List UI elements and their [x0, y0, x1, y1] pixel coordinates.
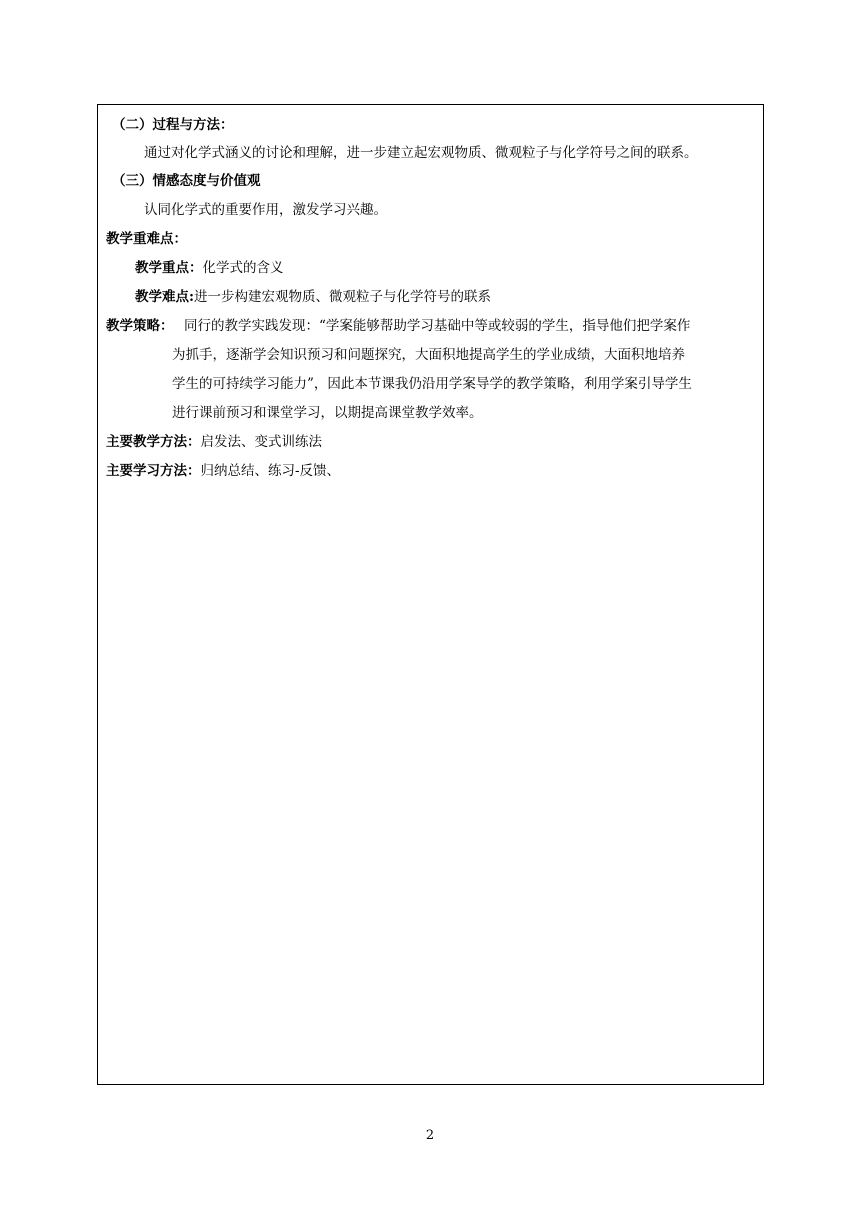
teaching-strategy-line-2: 为抓手，逐渐学会知识预习和问题探究，大面积地提高学生的学业成绩，大面积地培养 — [172, 347, 685, 363]
emotion-attitude-heading: （三）情感态度与价值观 — [112, 173, 261, 189]
teaching-method-row — [106, 434, 322, 450]
teaching-method-text: 启发法、变式训练法 — [200, 434, 322, 450]
learning-method-label: 主要学习方法： — [106, 463, 201, 479]
teaching-focus-row — [135, 260, 284, 276]
learning-method-row — [106, 463, 340, 479]
teaching-focus-text: 化学式的含义 — [202, 260, 284, 276]
content-table-cell — [97, 104, 764, 1085]
teaching-strategy-line-1: 同行的教学实践发现：“学案能够帮助学习基础中等或较弱的学生，指导他们把学案作 — [184, 318, 691, 334]
teaching-focus-label: 教学重点： — [135, 260, 203, 276]
teaching-method-label: 主要教学方法： — [106, 434, 201, 450]
teaching-strategy-line-4: 进行课前预习和课堂学习，以期提高课堂教学效率。 — [172, 405, 483, 421]
learning-method-text: 归纳总结、练习-反馈、 — [200, 463, 341, 479]
key-difficult-points-heading: 教学重难点： — [106, 231, 187, 247]
teaching-difficulty-label: 教学难点: — [135, 289, 194, 305]
emotion-attitude-body: 认同化学式的重要作用，激发学习兴趣。 — [144, 202, 387, 218]
process-method-heading: （二）过程与方法： — [112, 117, 234, 133]
page-number: 2 — [425, 1128, 435, 1143]
process-method-body: 通过对化学式涵义的讨论和理解，进一步建立起宏观物质、微观粒子与化学符号之间的联系。 — [144, 145, 698, 161]
teaching-difficulty-row — [135, 289, 491, 305]
teaching-difficulty-text: 进一步构建宏观物质、微观粒子与化学符号的联系 — [193, 289, 491, 305]
teaching-strategy-line-3: 学生的可持续学习能力”，因此本节课我仍沿用学案导学的教学策略，利用学案引导学生 — [172, 376, 692, 392]
teaching-strategy-label: 教学策略： — [106, 318, 174, 334]
